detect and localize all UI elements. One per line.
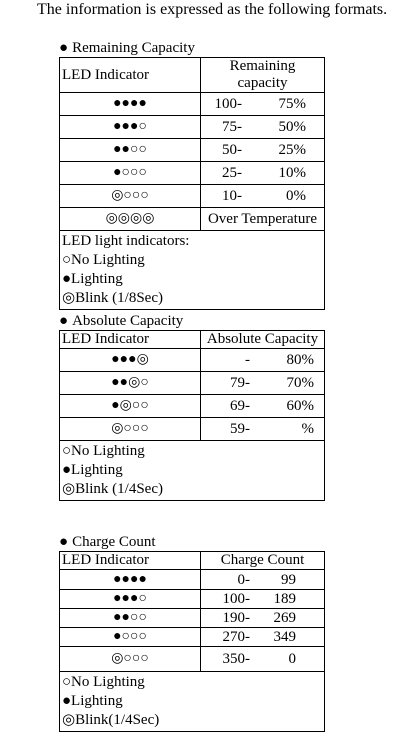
led-pattern: ◎◎◎◎ bbox=[60, 208, 201, 231]
table-row bbox=[60, 349, 325, 372]
led-pattern: ◎○○○ bbox=[60, 185, 201, 208]
table-row bbox=[60, 647, 325, 672]
capacity-range: 25- 10% bbox=[201, 162, 325, 185]
capacity-range: 79- 70% bbox=[201, 372, 325, 395]
capacity-range: 59- % bbox=[201, 418, 325, 441]
led-pattern: ●○○○ bbox=[60, 162, 201, 185]
count-range: 190- 269 bbox=[201, 609, 325, 628]
absolute-capacity-table bbox=[59, 330, 325, 501]
section-title: ● Remaining Capacity bbox=[59, 40, 195, 56]
capacity-range: 75- 50% bbox=[201, 116, 325, 139]
bullet-icon: ● bbox=[59, 40, 69, 56]
charge-count-section bbox=[59, 534, 325, 732]
legend bbox=[60, 231, 325, 310]
table-row bbox=[60, 116, 325, 139]
table-header bbox=[60, 552, 325, 570]
intro-text: The information is expressed as the following formats. bbox=[37, 1, 388, 18]
over-temperature-text: Over Temperature bbox=[201, 208, 325, 231]
remaining-capacity-section bbox=[59, 40, 325, 310]
table-row bbox=[60, 628, 325, 647]
led-pattern: ◎○○○ bbox=[60, 418, 201, 441]
header-led-indicator: LED Indicator bbox=[60, 331, 201, 349]
table-header bbox=[60, 58, 325, 93]
legend-lighting: ●Lighting bbox=[62, 462, 123, 478]
count-range: 270- 349 bbox=[201, 628, 325, 647]
header-led-indicator: LED Indicator bbox=[60, 552, 201, 570]
capacity-range: - 80% bbox=[201, 349, 325, 372]
header-remaining-capacity: Remaining capacity bbox=[201, 58, 325, 93]
led-pattern: ◎○○○ bbox=[60, 647, 201, 672]
legend-blink: ◎Blink (1/4Sec) bbox=[62, 481, 163, 497]
table-row bbox=[60, 609, 325, 628]
header-charge-count: Charge Count bbox=[201, 552, 325, 570]
legend-lighting: ●Lighting bbox=[62, 693, 123, 709]
legend-blink: ◎Blink (1/8Sec) bbox=[62, 290, 163, 306]
led-pattern: ●○○○ bbox=[60, 628, 201, 647]
section-title: ● Absolute Capacity bbox=[59, 313, 184, 329]
table-row bbox=[60, 208, 325, 231]
capacity-range: 69- 60% bbox=[201, 395, 325, 418]
table-row bbox=[60, 93, 325, 116]
absolute-capacity-section bbox=[59, 313, 325, 501]
led-pattern: ●◎○○ bbox=[60, 395, 201, 418]
bullet-icon: ● bbox=[59, 313, 69, 329]
led-pattern: ●●●○ bbox=[60, 590, 201, 609]
legend bbox=[60, 441, 325, 501]
count-range: 100- 189 bbox=[201, 590, 325, 609]
bullet-icon: ● bbox=[59, 534, 69, 550]
legend-lighting: ●Lighting bbox=[62, 271, 123, 287]
table-row bbox=[60, 418, 325, 441]
legend-no-lighting: ○No Lighting bbox=[62, 252, 145, 268]
charge-count-table bbox=[59, 551, 325, 732]
capacity-range: 10- 0% bbox=[201, 185, 325, 208]
table-row bbox=[60, 395, 325, 418]
legend-blink: ◎Blink(1/4Sec) bbox=[62, 712, 160, 728]
capacity-range: 50- 25% bbox=[201, 139, 325, 162]
header-absolute-capacity: Absolute Capacity bbox=[201, 331, 325, 349]
table-row bbox=[60, 570, 325, 590]
remaining-capacity-table bbox=[59, 57, 325, 310]
led-pattern: ●●○○ bbox=[60, 139, 201, 162]
legend bbox=[60, 672, 325, 732]
count-range: 0- 99 bbox=[201, 570, 325, 590]
table-row bbox=[60, 372, 325, 395]
header-led-indicator: LED Indicator bbox=[60, 58, 201, 93]
capacity-range: 100- 75% bbox=[201, 93, 325, 116]
count-range: 350- 0 bbox=[201, 647, 325, 672]
table-header bbox=[60, 331, 325, 349]
legend-heading: LED light indicators: bbox=[62, 233, 190, 249]
led-pattern: ●●●◎ bbox=[60, 349, 201, 372]
led-pattern: ●●●● bbox=[60, 570, 201, 590]
led-pattern: ●●●○ bbox=[60, 116, 201, 139]
section-title: ● Charge Count bbox=[59, 534, 156, 550]
table-row bbox=[60, 590, 325, 609]
legend-no-lighting: ○No Lighting bbox=[62, 674, 145, 690]
led-pattern: ●●◎○ bbox=[60, 372, 201, 395]
table-row bbox=[60, 185, 325, 208]
led-pattern: ●●○○ bbox=[60, 609, 201, 628]
legend-no-lighting: ○No Lighting bbox=[62, 443, 145, 459]
led-pattern: ●●●● bbox=[60, 93, 201, 116]
table-row bbox=[60, 162, 325, 185]
table-row bbox=[60, 139, 325, 162]
